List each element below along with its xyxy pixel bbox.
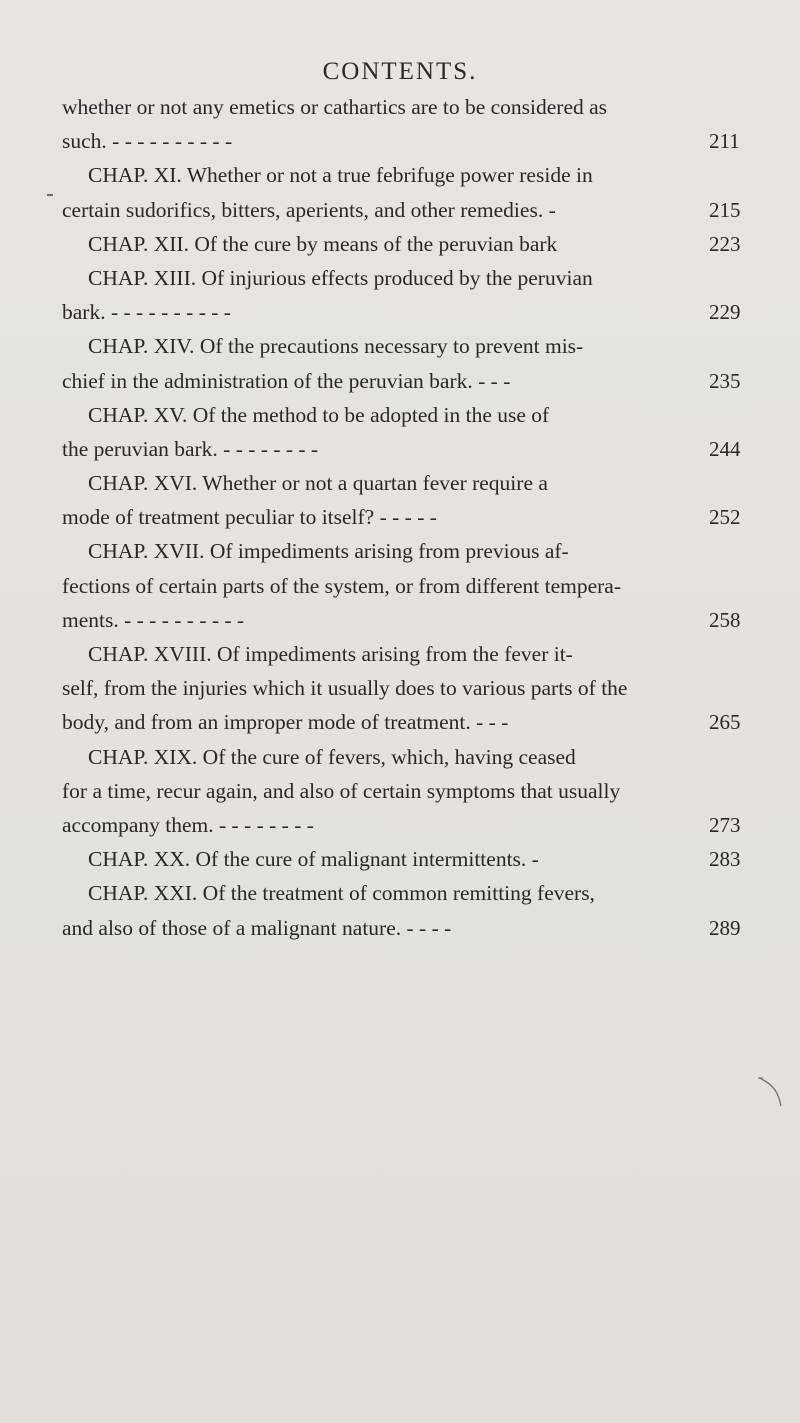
toc-line-text: self, from the injuries which it usually does to various parts of the [62, 676, 628, 701]
toc-line-text: chief in the administration of the peruvian bark. - - - [62, 368, 511, 393]
toc-line [62, 671, 782, 705]
toc-page-number: 235 [709, 368, 741, 393]
toc-line-text: CHAP. XII. Of the cure by means of the peruvian bark [88, 231, 558, 256]
toc-line-text: the peruvian bark. - - - - - - - - [62, 436, 319, 461]
toc-line [62, 193, 782, 227]
toc-line [62, 637, 782, 671]
toc-line-text: for a time, recur again, and also of certain symptoms that usually [62, 778, 621, 803]
toc-line [62, 227, 782, 261]
toc-line [62, 705, 782, 739]
toc-page-number: 283 [709, 847, 741, 872]
toc-line-text: certain sudorifics, bitters, aperients, and other remedies. - [62, 197, 556, 222]
toc-line-text: and also of those of a malignant nature. - - - - [62, 915, 452, 940]
toc-line [62, 774, 782, 808]
toc-line [62, 466, 782, 500]
toc-line [62, 329, 782, 363]
toc-line-text: CHAP. XVII. Of impediments arising from previous af- [88, 539, 569, 564]
toc-line-text: CHAP. XX. Of the cure of malignant intermittents. - [88, 847, 539, 872]
toc-line-text: CHAP. XV. Of the method to be adopted in the use of [88, 402, 550, 427]
toc-page-number: 265 [709, 710, 741, 735]
stray-ink-mark [47, 194, 53, 196]
toc-line-text: bark. - - - - - - - - - - [62, 300, 231, 325]
toc-line [62, 569, 782, 603]
toc-line [62, 500, 782, 534]
toc-line [62, 295, 782, 329]
page-edge-mark [757, 1038, 783, 1108]
toc-line-text: whether or not any emetics or cathartics are to be considered as [62, 95, 608, 119]
toc-page-number: 273 [709, 812, 741, 837]
toc-page-number: 211 [709, 129, 740, 154]
toc-line [62, 534, 782, 568]
toc-line [62, 911, 782, 945]
toc-line [62, 808, 782, 842]
toc-line-text: CHAP. XI. Whether or not a true febrifuge power reside in [88, 163, 593, 188]
toc-line [62, 876, 782, 910]
toc-line-text: body, and from an improper mode of treatment. - - - [62, 710, 509, 735]
toc-line-text: such. - - - - - - - - - - [62, 129, 233, 154]
toc-line [62, 90, 782, 124]
toc-line [62, 603, 782, 637]
toc-line-text: CHAP. XVIII. Of impediments arising from the fever it- [88, 642, 573, 666]
toc-line-text: fections of certain parts of the system, or from different tempera- [62, 573, 621, 598]
toc-line [62, 842, 782, 876]
page-heading: CONTENTS. [322, 58, 478, 85]
toc-line [62, 261, 782, 295]
toc-page-number: 252 [709, 505, 741, 530]
table-of-contents [62, 90, 782, 945]
toc-page-number: 215 [709, 197, 741, 222]
toc-line-text: accompany them. - - - - - - - - [62, 812, 314, 837]
toc-line-text: CHAP. XXI. Of the treatment of common remitting fevers, [88, 881, 595, 906]
toc-line-text: CHAP. XIII. Of injurious effects produced by the peruvian [88, 265, 593, 290]
toc-line [62, 432, 782, 466]
toc-line [62, 364, 782, 398]
toc-page-number: 223 [709, 231, 741, 256]
toc-page-number: 244 [709, 436, 741, 461]
toc-line [62, 740, 782, 774]
toc-line-text: mode of treatment peculiar to itself? - - - - - [62, 505, 437, 530]
toc-line [62, 158, 782, 192]
toc-page-number: 258 [709, 607, 741, 632]
toc-page-number: 289 [709, 915, 741, 940]
toc-line [62, 124, 782, 158]
toc-page-number: 229 [709, 300, 741, 325]
toc-line-text: CHAP. XVI. Whether or not a quartan fever require a [88, 471, 548, 496]
toc-line-text: CHAP. XIX. Of the cure of fevers, which, having ceased [88, 744, 576, 769]
toc-line-text: ments. - - - - - - - - - - [62, 607, 245, 632]
toc-line [62, 398, 782, 432]
toc-line-text: CHAP. XIV. Of the precautions necessary to prevent mis- [88, 334, 584, 359]
